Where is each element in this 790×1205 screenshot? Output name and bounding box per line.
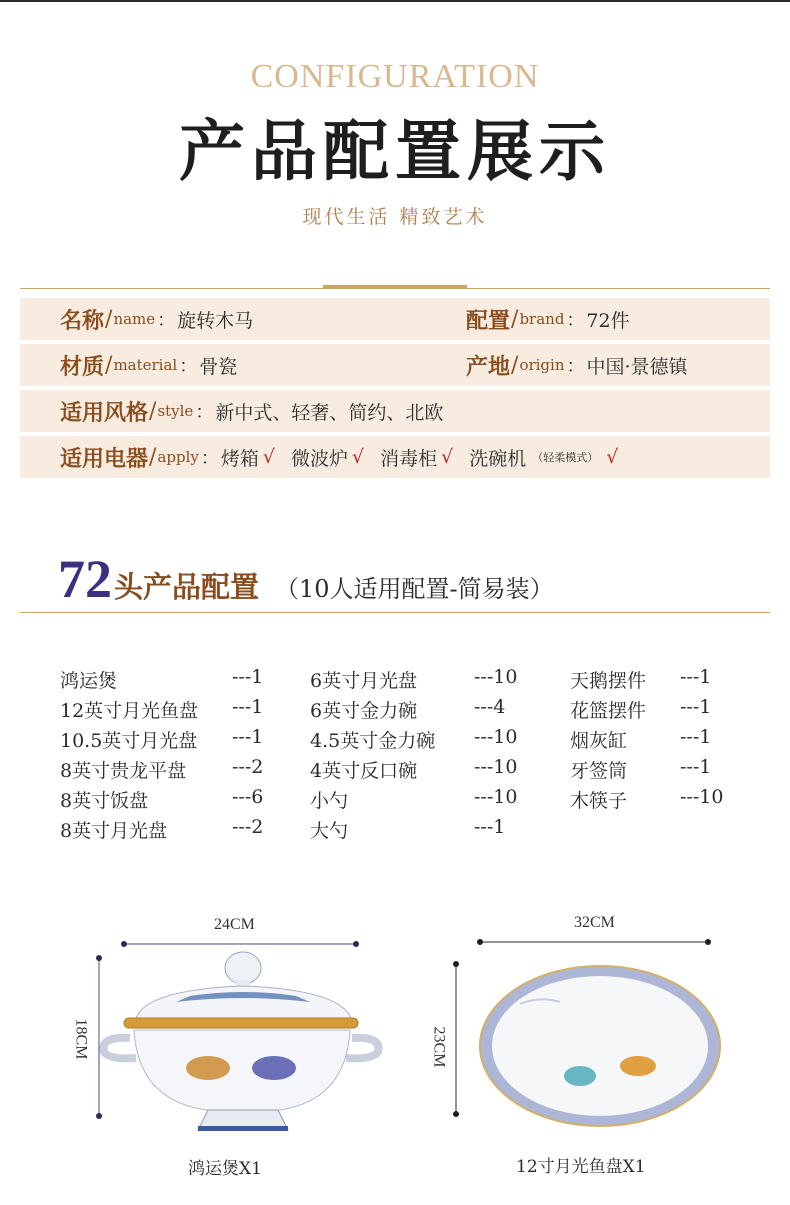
list-item: 木筷子 ---10 — [570, 786, 724, 812]
dishwasher-note: （轻柔模式） — [532, 451, 599, 464]
info-brand-value: 72件 — [586, 309, 630, 332]
tureen-image — [80, 930, 390, 1140]
info-style: 适用风格 / style ： 新中式、轻奢、简约、北欧 — [60, 390, 443, 432]
apply-item-oven: 烤箱 — [220, 447, 259, 470]
list-item: 12英寸月光鱼盘 ---1 — [60, 696, 264, 722]
info-row-name — [20, 298, 770, 340]
info-brand: 配置 / brand ： 72件 — [466, 298, 630, 340]
info-apply: 适用电器 / apply ： 烤箱 √ 微波炉 √ 消毒柜 √ 洗碗机 （轻柔模式） √ — [60, 436, 634, 478]
info-style-value: 新中式、轻奢、简约、北欧 — [215, 401, 444, 424]
tureen-width-label: 24CM — [214, 916, 255, 933]
plate-width-label: 32CM — [574, 914, 615, 931]
list-item: 烟灰缸 ---1 — [570, 726, 712, 752]
config-list-col-1 — [60, 666, 280, 846]
plate-height-label: 23CM — [430, 1026, 448, 1068]
apply-item-sterilizer: 消毒柜 — [380, 447, 438, 470]
config-list-col-2 — [310, 666, 540, 846]
divider — [20, 288, 770, 289]
list-item: 6英寸金力碗 ---4 — [310, 696, 506, 722]
config-divider — [20, 612, 770, 613]
english-title: CONFIGURATION — [250, 58, 540, 95]
list-item: 4.5英寸金力碗 ---10 — [310, 726, 518, 752]
info-name-en: name — [113, 310, 156, 328]
info-name-key: 名称 — [60, 307, 105, 334]
list-item: 8英寸饭盘 ---6 — [60, 786, 264, 812]
config-heading — [58, 548, 554, 610]
list-item: 花篮摆件 ---1 — [570, 696, 712, 722]
config-count: 72 — [58, 549, 112, 609]
info-style-key: 适用风格 — [60, 399, 149, 426]
info-material-en: material — [113, 356, 178, 374]
list-item: 4英寸反口碗 ---10 — [310, 756, 518, 782]
info-origin-key: 产地 — [466, 353, 511, 380]
info-origin: 产地 / origin ： 中国·景德镇 — [466, 344, 688, 386]
page-title: 产品配置展示 — [179, 112, 611, 190]
top-border — [0, 0, 790, 2]
fish-plate-caption: 12寸月光鱼盘X1 — [516, 1157, 646, 1177]
list-item: 鸿运煲 ---1 — [60, 666, 264, 692]
info-row-apply — [20, 436, 770, 478]
info-apply-key: 适用电器 — [60, 445, 149, 472]
list-item: 小勺 ---10 — [310, 786, 518, 812]
list-item: 大勺 ---1 — [310, 816, 506, 842]
apply-item-microwave: 微波炉 — [290, 447, 348, 470]
info-material-key: 材质 — [60, 353, 105, 380]
info-style-en: style — [157, 402, 194, 420]
tureen-caption: 鸿运煲X1 — [188, 1159, 262, 1179]
info-row-material — [20, 344, 770, 386]
info-name: 名称 / name ： 旋转木马 — [60, 298, 253, 340]
divider-accent — [323, 285, 467, 288]
info-apply-en: apply — [157, 448, 199, 466]
fish-plate-image — [440, 928, 740, 1138]
info-material-value: 骨瓷 — [199, 355, 238, 378]
check-icon: √ — [262, 446, 275, 468]
check-icon: √ — [606, 446, 619, 468]
info-name-value: 旋转木马 — [177, 309, 254, 332]
info-origin-value: 中国·景德镇 — [586, 355, 688, 378]
list-item: 6英寸月光盘 ---10 — [310, 666, 518, 692]
info-row-style — [20, 390, 770, 432]
apply-item-dishwasher: 洗碗机 — [469, 447, 527, 470]
info-origin-en: origin — [519, 356, 565, 374]
check-icon: √ — [352, 446, 365, 468]
slogan: 现代生活 精致艺术 — [302, 206, 488, 228]
config-title: 头产品配置 — [114, 570, 260, 604]
list-item: 8英寸贵龙平盘 ---2 — [60, 756, 264, 782]
list-item: 10.5英寸月光盘 ---1 — [60, 726, 264, 752]
list-item: 牙签筒 ---1 — [570, 756, 712, 782]
tureen-height-label: 18CM — [72, 1018, 90, 1060]
config-subtitle: （10人适用配置-简易装） — [275, 575, 554, 603]
check-icon: √ — [441, 446, 454, 468]
info-brand-en: brand — [519, 310, 565, 328]
info-material: 材质 / material ： 骨瓷 — [60, 344, 237, 386]
config-list-col-3 — [570, 666, 760, 816]
info-brand-key: 配置 — [466, 307, 511, 334]
list-item: 8英寸月光盘 ---2 — [60, 816, 264, 842]
list-item: 天鹅摆件 ---1 — [570, 666, 712, 692]
